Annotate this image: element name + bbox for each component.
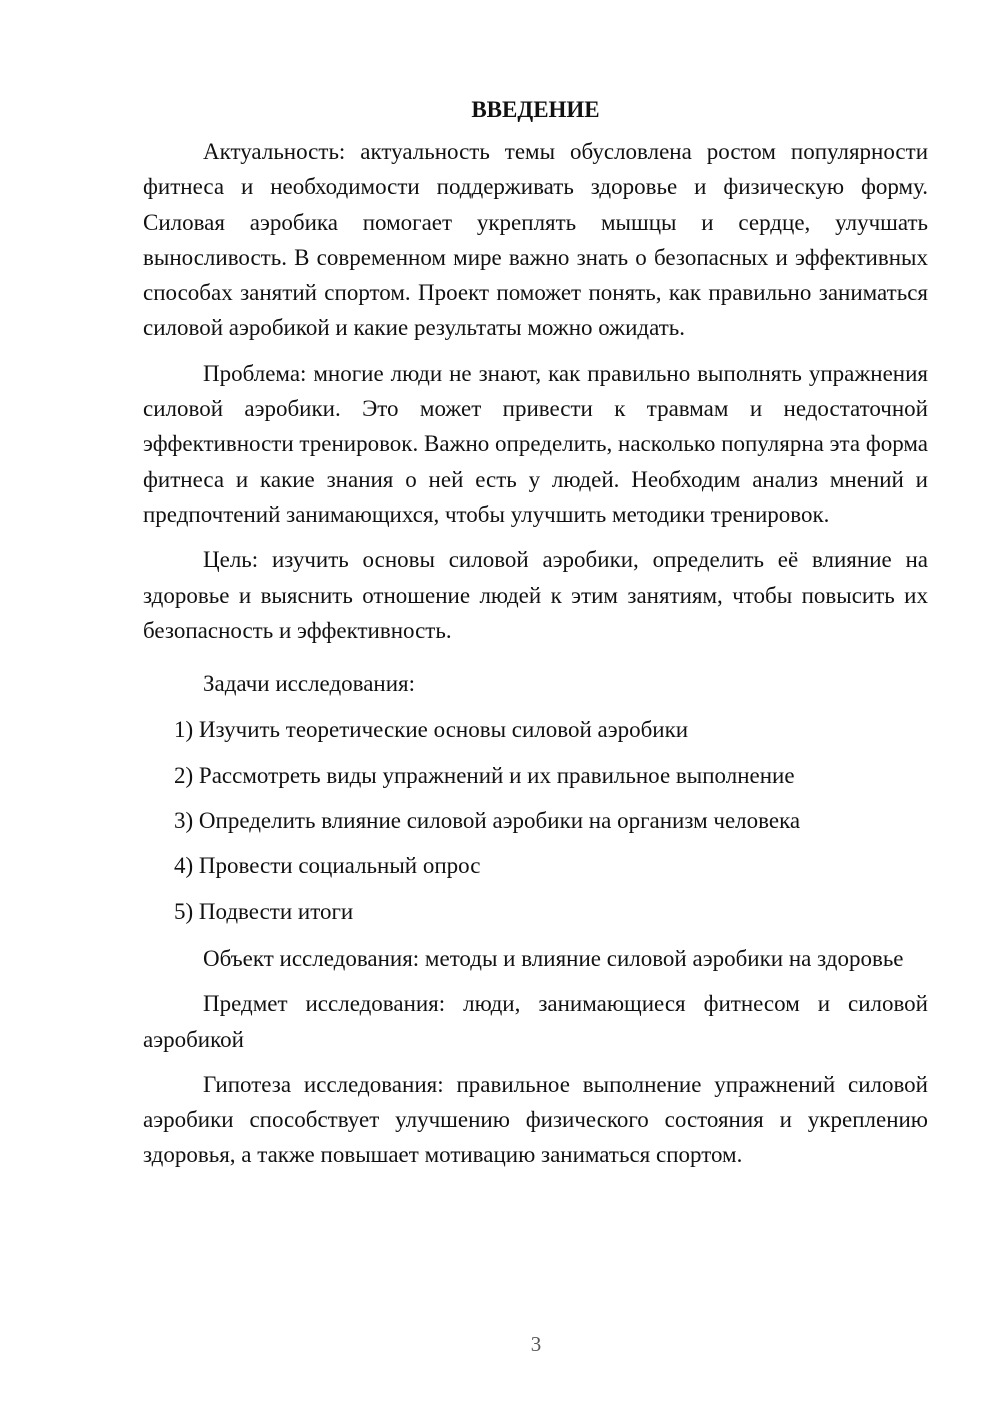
tasks-title: Задачи исследования: [203,671,416,697]
task-item: 5) Подвести итоги [174,898,354,924]
tasks-list [143,712,928,928]
subject-paragraph: Предмет исследования: люди, занимающиеся фитнесом и силовой аэробикой [143,991,928,1052]
relevance-paragraph: Актуальность: актуальность темы обусловлена ростом популярности фитнеса и необходимости поддерживать здоровье и физическую форму. Силовая аэробика помогает укреплять мышцы и сердце, улучшать выносливость. В современном мире важно знать о безопасных и эффективных способах занятий спортом. Проект поможет понять, как правильно заниматься силовой аэробикой и какие результаты можно ожидать. [143,139,928,341]
goal-paragraph: Цель: изучить основы силовой аэробики, определить её влияние на здоровье и выяснить отношение людей к этим занятиям, чтобы повысить их безопасность и эффективность. [143,547,928,643]
problem-paragraph: Проблема: многие люди не знают, как правильно выполнять упражнения силовой аэробики. Это может привести к травмам и недостаточной эффективности тренировок. Важно определить, насколько популярна эта форма фитнеса и какие знания о ней есть у людей. Необходим анализ мнений и предпочтений занимающихся, чтобы улучшить методики тренировок. [143,360,928,527]
task-item: 4) Провести социальный опрос [174,853,481,879]
task-item: 2) Рассмотреть виды упражнений и их правильное выполнение [174,762,795,788]
page-content [143,92,928,1183]
page-number: 3 [530,1332,542,1356]
hypothesis-paragraph: Гипотеза исследования: правильное выполнение упражнений силовой аэробики способствует улучшению физического состояния и укреплению здоровья, а также повышает мотивацию заниматься спортом. [143,1071,928,1168]
task-item: 3) Определить влияние силовой аэробики на организм человека [174,808,801,834]
page-title: ВВЕДЕНИЕ [471,97,600,122]
object-paragraph: Объект исследования: методы и влияние силовой аэробики на здоровье [203,945,904,971]
task-item: 1) Изучить теоретические основы силовой аэробики [174,717,689,743]
